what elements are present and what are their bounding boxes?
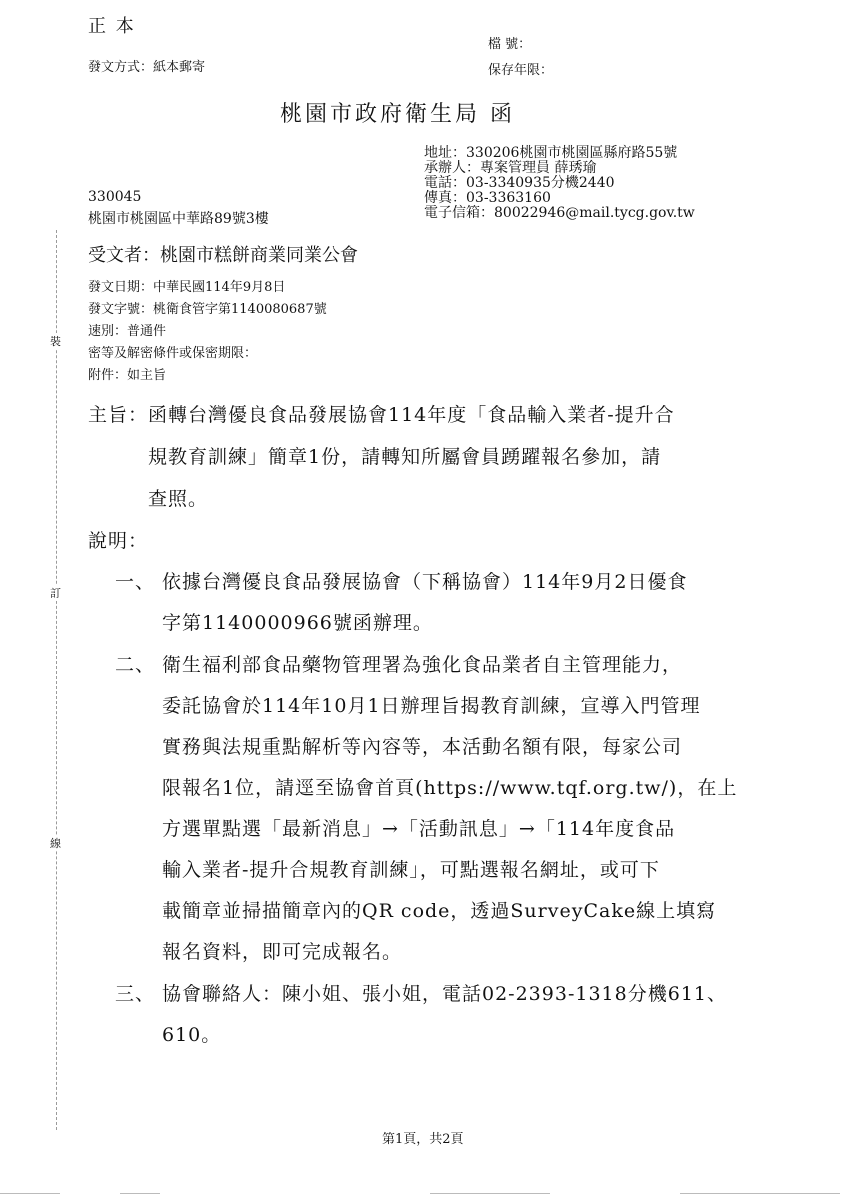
scan-artifact [680, 1193, 840, 1194]
scan-artifact [0, 1193, 60, 1194]
attachment: 附件：如主旨 [88, 368, 167, 383]
item-line: 實務與法規重點解析等內容等，本活動名額有限，每家公司 [162, 736, 683, 758]
page-number: 第1頁，共2頁 [382, 1132, 464, 1147]
classification: 密等及解密條件或保密期限： [88, 346, 258, 361]
document-number: 發文字號：桃衛食管字第1140080687號 [88, 302, 327, 317]
issue-date: 發文日期：中華民國114年9月8日 [88, 280, 286, 295]
recipient: 受文者：桃園市糕餅商業同業公會 [88, 245, 358, 266]
item-line: 協會聯絡人：陳小姐、張小姐，電話02-2393-1318分機611、 [162, 983, 727, 1005]
recipient-postcode: 330045 [88, 189, 142, 205]
item-line: 字第1140000966號函辦理。 [162, 612, 433, 634]
sender-handler: 承辦人：專案管理員 薛琇瑜 [424, 160, 597, 176]
send-method: 發文方式：紙本郵寄 [88, 60, 206, 75]
subject-line: 函轉台灣優良食品發展協會114年度「食品輸入業者-提升合 [148, 404, 675, 426]
item-line: 依據台灣優良食品發展協會（下稱協會）114年9月2日優食 [162, 571, 688, 593]
item-number: 一、 [115, 571, 156, 593]
item-line: 載簡章並掃描簡章內的QR code，透過SurveyCake線上填寫 [162, 900, 717, 922]
sender-email: 電子信箱：80022946@mail.tycg.gov.tw [424, 205, 695, 221]
file-number-label: 檔 號： [488, 37, 532, 52]
binding-mark-zhuang: 裝 [50, 335, 61, 348]
subject-line: 規教育訓練」簡章1份，請轉知所屬會員踴躍報名參加，請 [148, 446, 662, 468]
subject-label: 主旨： [88, 404, 149, 426]
scan-artifact [120, 1193, 160, 1194]
explanation-label: 說明： [88, 530, 149, 552]
binding-mark-ding: 訂 [50, 587, 61, 600]
item-line: 輸入業者-提升合規教育訓練」，可點選報名網址，或可下 [162, 859, 660, 881]
binding-mark-xian: 線 [50, 837, 61, 850]
item-number: 二、 [115, 654, 156, 676]
subject-line: 查照。 [148, 488, 209, 510]
item-number: 三、 [115, 983, 156, 1005]
item-line: 方選單點選「最新消息」→「活動訊息」→「114年度食品 [162, 818, 676, 840]
binding-line [56, 230, 57, 1130]
sender-address: 地址：330206桃園市桃園區縣府路55號 [424, 145, 678, 161]
agency-title: 桃園市政府衛生局 函 [280, 102, 515, 127]
item-line: 委託協會於114年10月1日辦理旨揭教育訓練，宣導入門管理 [162, 695, 701, 717]
copy-type: 正 本 [88, 16, 136, 37]
sender-fax: 傳真：03-3363160 [424, 190, 551, 206]
sender-phone: 電話：03-3340935分機2440 [424, 175, 615, 191]
item-line: 衛生福利部食品藥物管理署為強化食品業者自主管理能力， [162, 654, 683, 676]
retention-period-label: 保存年限： [488, 63, 554, 78]
scan-artifact [430, 1193, 550, 1194]
item-line: 610。 [162, 1024, 222, 1046]
item-line: 限報名1位，請逕至協會首頁(https://www.tqf.org.tw/)，在上 [162, 777, 738, 799]
item-line: 報名資料，即可完成報名。 [162, 941, 403, 963]
delivery-speed: 速別：普通件 [88, 324, 167, 339]
recipient-street: 桃園市桃園區中華路89號3樓 [88, 211, 269, 227]
